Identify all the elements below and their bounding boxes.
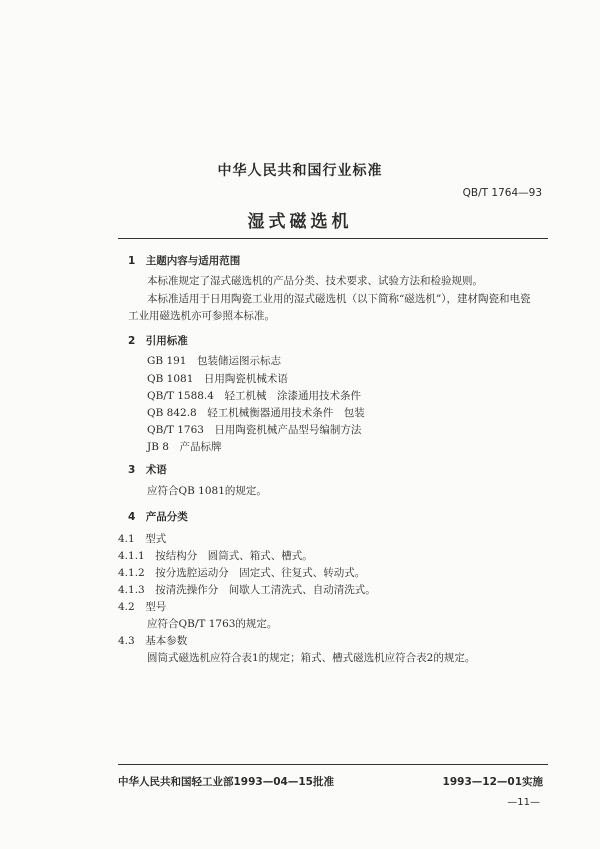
clause-4-1-3: 4.1.3 按清洗操作分 间歇人工清洗式、自动清洗式。 [118, 584, 376, 596]
ref-item: QB 842.8 轻工机械衡器通用技术条件 包装 [147, 407, 365, 419]
footer-issuer: 中华人民共和国轻工业部1993—04—15批准 [118, 776, 334, 788]
document-title: 湿式磁选机 [247, 212, 353, 232]
bottom-rule [118, 764, 548, 765]
section-3-heading: 3 术语 [128, 464, 167, 476]
clause-4-1-2: 4.1.2 按分选腔运动分 固定式、往复式、转动式。 [118, 567, 366, 579]
ref-item: GB 191 包装储运图示标志 [147, 355, 281, 367]
ref-item: QB 1081 日用陶瓷机械术语 [147, 373, 288, 385]
clause-4-3: 4.3 基本参数 [118, 635, 188, 647]
clause-4-2-text: 应符合QB/T 1763的规定。 [147, 618, 278, 630]
clause-4-2: 4.2 型号 [118, 601, 167, 613]
section-1-para-2a: 本标准适用于日用陶瓷工业用的湿式磁选机（以下简称“磁选机”），建材陶瓷和电瓷 [147, 293, 531, 305]
org-title: 中华人民共和国行业标准 [217, 163, 383, 179]
section-1-para-2b: 工业用磁选机亦可参照本标准。 [128, 310, 275, 322]
clause-4-1: 4.1 型式 [118, 533, 167, 545]
top-rule [118, 238, 548, 239]
clause-4-1-1: 4.1.1 按结构分 圆筒式、箱式、槽式。 [118, 550, 313, 562]
standard-code: QB/T 1764—93 [462, 187, 542, 199]
section-1-heading: 1 主题内容与适用范围 [128, 255, 241, 267]
ref-item: JB 8 产品标牌 [147, 441, 222, 453]
ref-item: QB/T 1588.4 轻工机械 涂漆通用技术条件 [147, 390, 361, 402]
page-number: —11— [507, 797, 540, 808]
section-2-heading: 2 引用标准 [128, 335, 188, 347]
section-1-para-1: 本标准规定了湿式磁选机的产品分类、技术要求、试验方法和检验规则。 [147, 275, 483, 287]
section-3-para: 应符合QB 1081的规定。 [147, 485, 267, 497]
clause-4-3-text: 圆筒式磁选机应符合表1的规定；箱式、槽式磁选机应符合表2的规定。 [147, 652, 476, 664]
section-4-heading: 4 产品分类 [128, 511, 188, 523]
ref-item: QB/T 1763 日用陶瓷机械产品型号编制方法 [147, 424, 362, 436]
footer-effective-date: 1993—12—01实施 [442, 776, 543, 788]
